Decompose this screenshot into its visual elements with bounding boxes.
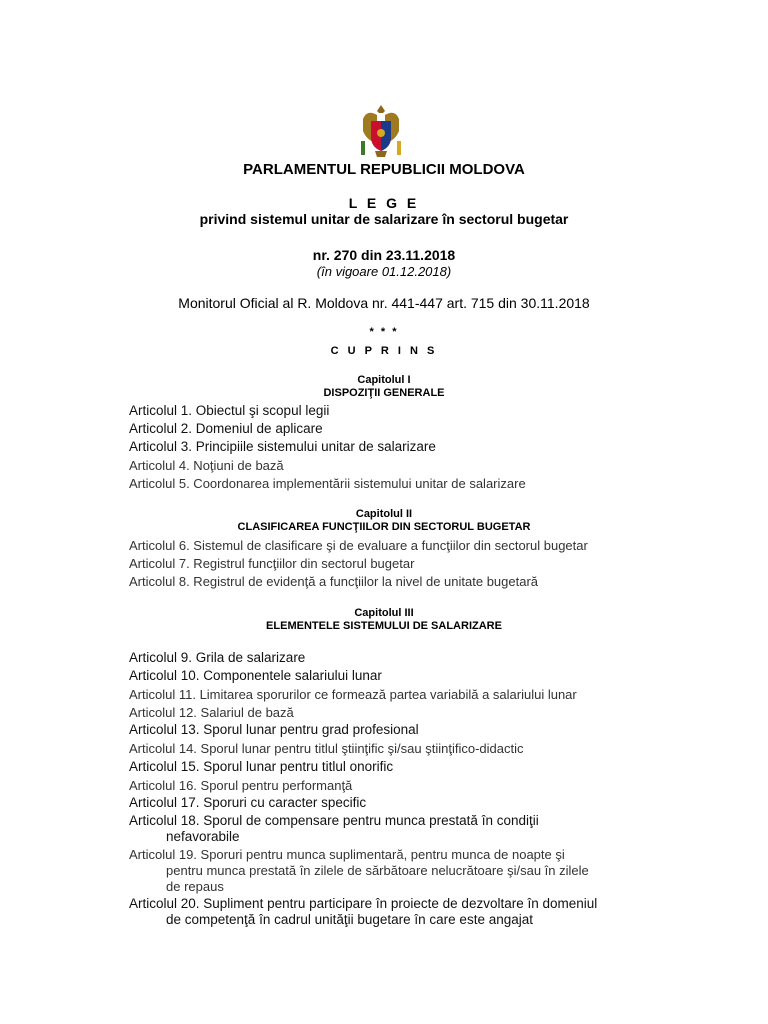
toc-article-16[interactable]: Articolul 16. Sporul pentru performanţă [129, 778, 353, 793]
law-in-force-date: (în vigoare 01.12.2018) [316, 264, 452, 279]
chapter-1-title: DISPOZIŢII GENERALE [323, 387, 445, 399]
toc-article-7[interactable]: Articolul 7. Registrul funcţiilor din sectorul bugetar [129, 556, 415, 571]
toc-article-15[interactable]: Articolul 15. Sporul lunar pentru titlul onorific [129, 759, 394, 774]
toc-article-14[interactable]: Articolul 14. Sporul lunar pentru titlul ştiinţific şi/sau ştiinţifico-didactic [129, 741, 524, 756]
toc-article-5[interactable]: Articolul 5. Coordonarea implementării sistemului unitar de salarizare [129, 476, 526, 491]
chapter-3-title: ELEMENTELE SISTEMULUI DE SALARIZARE [266, 620, 502, 632]
toc-article-3[interactable]: Articolul 3. Principiile sistemului unitar de salarizare [129, 439, 436, 454]
toc-article-10[interactable]: Articolul 10. Componentele salariului lunar [129, 668, 382, 683]
toc-article-2[interactable]: Articolul 2. Domeniul de aplicare [129, 421, 323, 436]
toc-article-11[interactable]: Articolul 11. Limitarea sporurilor ce formează partea variabilă a salariului lunar [129, 687, 577, 702]
toc-article-20[interactable]: Articolul 20. Supliment pentru participare în proiecte de dezvoltare în domeniul de competenţă în cadrul unităţii bugetare în care este angajat [129, 896, 649, 928]
parliament-title: PARLAMENTUL REPUBLICII MOLDOVA [243, 161, 525, 178]
toc-article-17[interactable]: Articolul 17. Sporuri cu caracter specific [129, 795, 367, 810]
toc-article-13[interactable]: Articolul 13. Sporul lunar pentru grad profesional [129, 722, 419, 737]
chapter-2-title: CLASIFICAREA FUNCŢIILOR DIN SECTORUL BUGETAR [237, 521, 531, 533]
toc-article-6[interactable]: Articolul 6. Sistemul de clasificare şi de evaluare a funcţiilor din sectorul bugetar [129, 538, 588, 553]
law-type: L E G E [348, 195, 420, 211]
toc-article-19[interactable]: Articolul 19. Sporuri pentru munca suplimentară, pentru munca de noapte şi pentru munca prestată în zilele de sărbătoare nelucrătoare şi/sau în zilele de repaus [129, 847, 649, 895]
chapter-2-label: Capitolul II [355, 508, 413, 520]
toc-article-19-continuation: pentru munca prestată în zilele de sărbătoare nelucrătoare şi/sau în zilele de repaus [166, 863, 589, 894]
toc-article-18-continuation: nefavorabile [166, 829, 240, 844]
toc-heading: C U P R I N S [330, 345, 438, 357]
toc-article-18[interactable]: Articolul 18. Sporul de compensare pentru munca prestată în condiţii nefavorabile [129, 813, 649, 845]
monitor-oficial-reference: Monitorul Oficial al R. Moldova nr. 441-447 art. 715 din 30.11.2018 [178, 295, 590, 311]
toc-article-12[interactable]: Articolul 12. Salariul de bază [129, 705, 294, 720]
moldova-coat-of-arms-icon [357, 101, 405, 161]
law-subject: privind sistemul unitar de salarizare în sectorul bugetar [199, 211, 569, 227]
toc-article-4[interactable]: Articolul 4. Noţiuni de bază [129, 458, 284, 473]
toc-article-9[interactable]: Articolul 9. Grila de salarizare [129, 650, 306, 665]
chapter-1-label: Capitolul I [357, 374, 411, 386]
section-separator: * * * [369, 326, 399, 338]
chapter-3-label: Capitolul III [354, 607, 414, 619]
toc-article-20-continuation: de competenţă în cadrul unităţii bugetare în care este angajat [166, 912, 533, 927]
toc-article-1[interactable]: Articolul 1. Obiectul şi scopul legii [129, 403, 330, 418]
law-number: nr. 270 din 23.11.2018 [312, 247, 456, 263]
toc-article-8[interactable]: Articolul 8. Registrul de evidenţă a funcţiilor la nivel de unitate bugetară [129, 574, 539, 589]
